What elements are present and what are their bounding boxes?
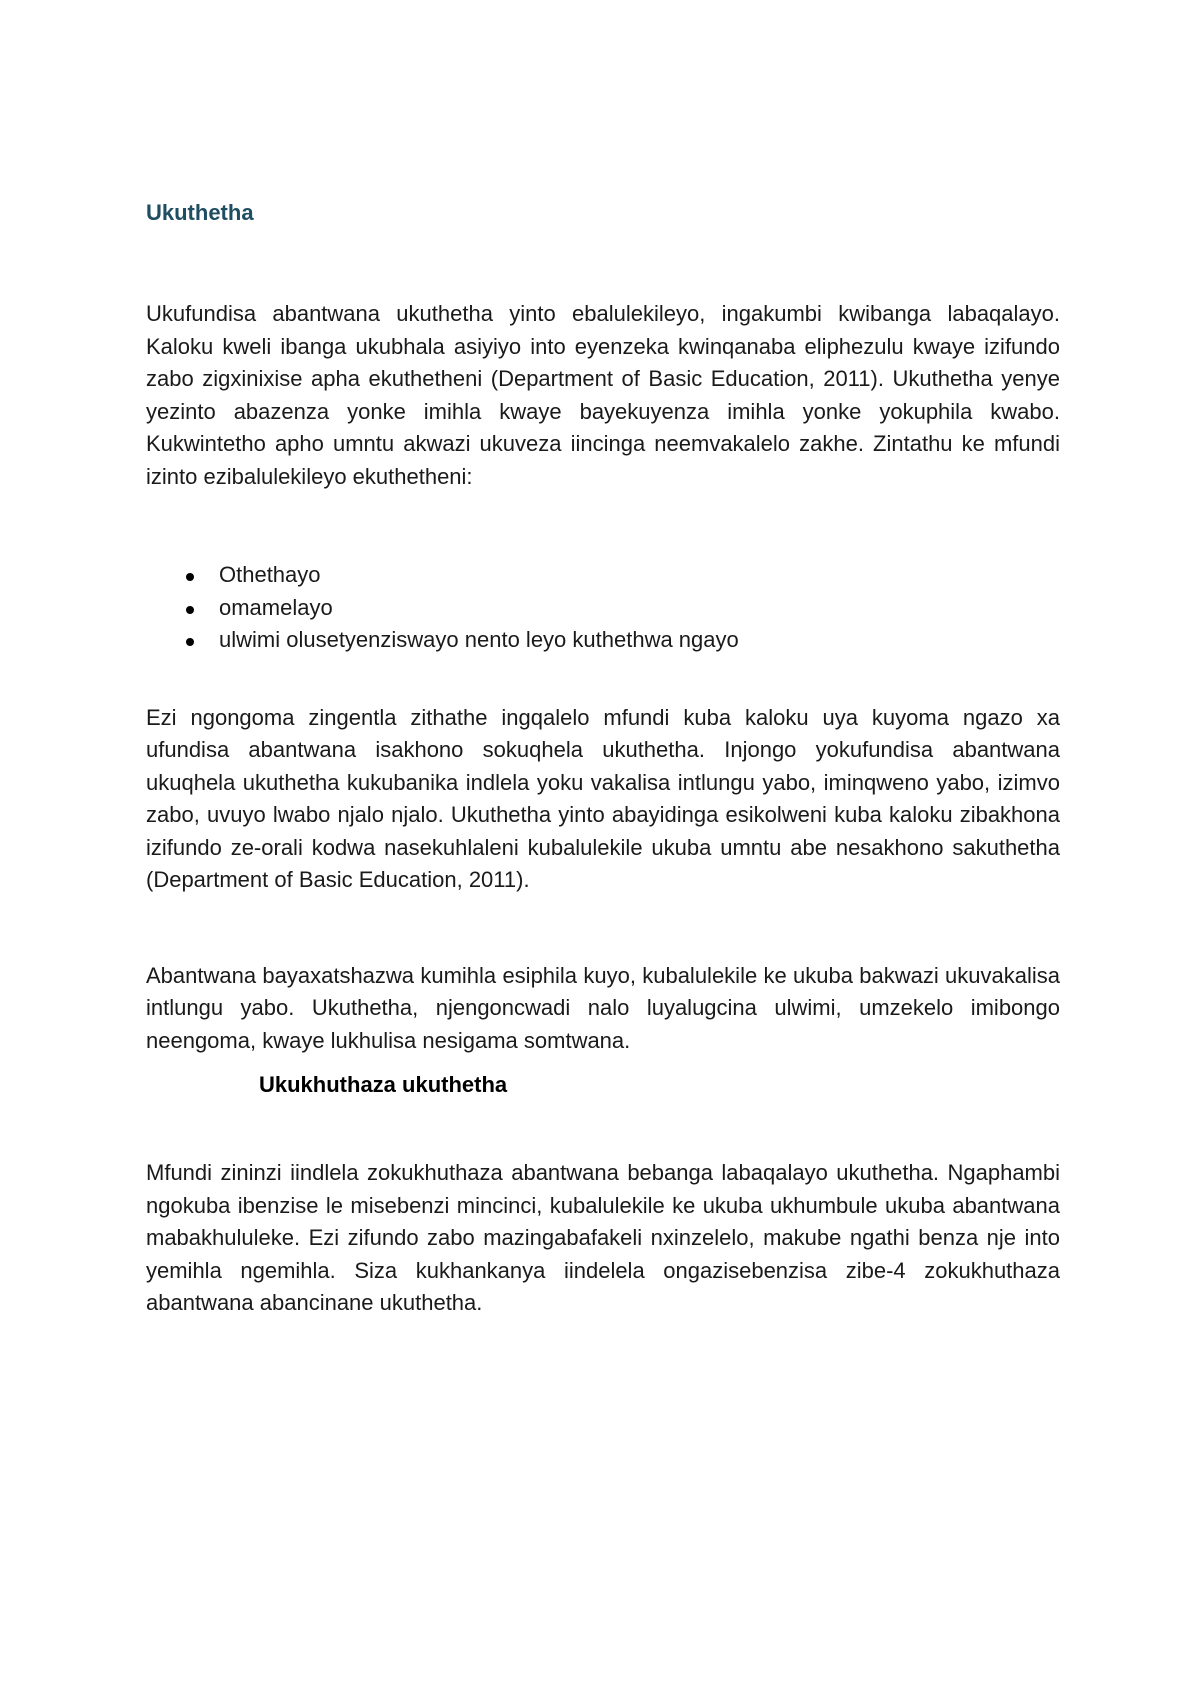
list-item-text: Othethayo — [219, 562, 321, 587]
document-page — [146, 196, 1060, 1320]
list-item — [146, 592, 1060, 625]
paragraph-points: Ezi ngongoma zingentla zithathe ingqalelo mfundi kuba kaloku uya kuyoma ngazo xa ufundisa abantwana isakhono sokuqhela ukuthetha. Injongo yokufundisa abantwana ukuqhela ukuthetha kukubanika indlela yoku vakalisa intlungu yabo, iminqweno yabo, izimvo zabo, uvuyo lwabo njalo njalo. Ukuthetha yinto abayidinga esikolweni kuba kaloku zibakhona izifundo ze-orali kodwa nasekuhlaleni kubalulekile ukuba umntu abe nesakhono sakuthetha (Department of Basic Education, 2011). — [146, 704, 1060, 892]
document-title: Ukuthetha — [146, 200, 254, 225]
bullet-icon — [186, 638, 194, 646]
list-item-text: omamelayo — [219, 594, 333, 620]
section-subheading: Ukukhuthaza ukuthetha — [259, 1072, 508, 1097]
paragraph-encourage: Mfundi zininzi iindlela zokukhuthaza abantwana bebanga labaqalayo ukuthetha. Ngaphambi ngokuba ibenzise le misebenzi mincinci, kubalulekile ke ukuba ukhumbule ukuba abantwana mabakhululeke. Ezi zifundo zabo mazingabafakeli nxinzelelo, makube ngathi benza nje into yemihla ngemihla. Siza kukhankanya iindelela ongazisebenzisa zibe-4 zokukhuthaza abantwana abancinane ukuthetha. — [146, 1160, 1060, 1315]
bullet-icon — [186, 606, 194, 614]
list-item-text: ulwimi olusetyenziswayo nento leyo kuthethwa ngayo — [219, 627, 739, 652]
list-item — [146, 624, 1060, 657]
paragraph-intro: Ukufundisa abantwana ukuthetha yinto ebalulekileyo, ingakumbi kwibanga labaqalayo. Kaloku kweli ibanga ukubhala asiyiyo into eyenzeka kwinqanaba eliphezulu kwaye izifundo zabo zigxinixise apha ekuthetheni (Department of Basic Education, 2011). Ukuthetha yenye yezinto abazenza yonke imihla kwaye bayekuyenza imihla yonke yokuphila kwabo. Kukwintetho apho umntu akwazi ukuveza iincinga neemvakalelo zakhe. Zintathu ke mfundi izinto ezibalulekileyo ekuthetheni: — [146, 301, 1060, 489]
list-item — [146, 559, 1060, 592]
paragraph-children: Abantwana bayaxatshazwa kumihla esiphila kuyo, kubalulekile ke ukuba bakwazi ukuvakalisa intlungu yabo. Ukuthetha, njengoncwadi nalo luyalugcina ulwimi, umzekelo imibongo neengoma, kwaye lukhulisa nesigama somtwana. — [146, 962, 1060, 1053]
bullet-list — [146, 559, 1060, 657]
bullet-icon — [186, 573, 194, 581]
